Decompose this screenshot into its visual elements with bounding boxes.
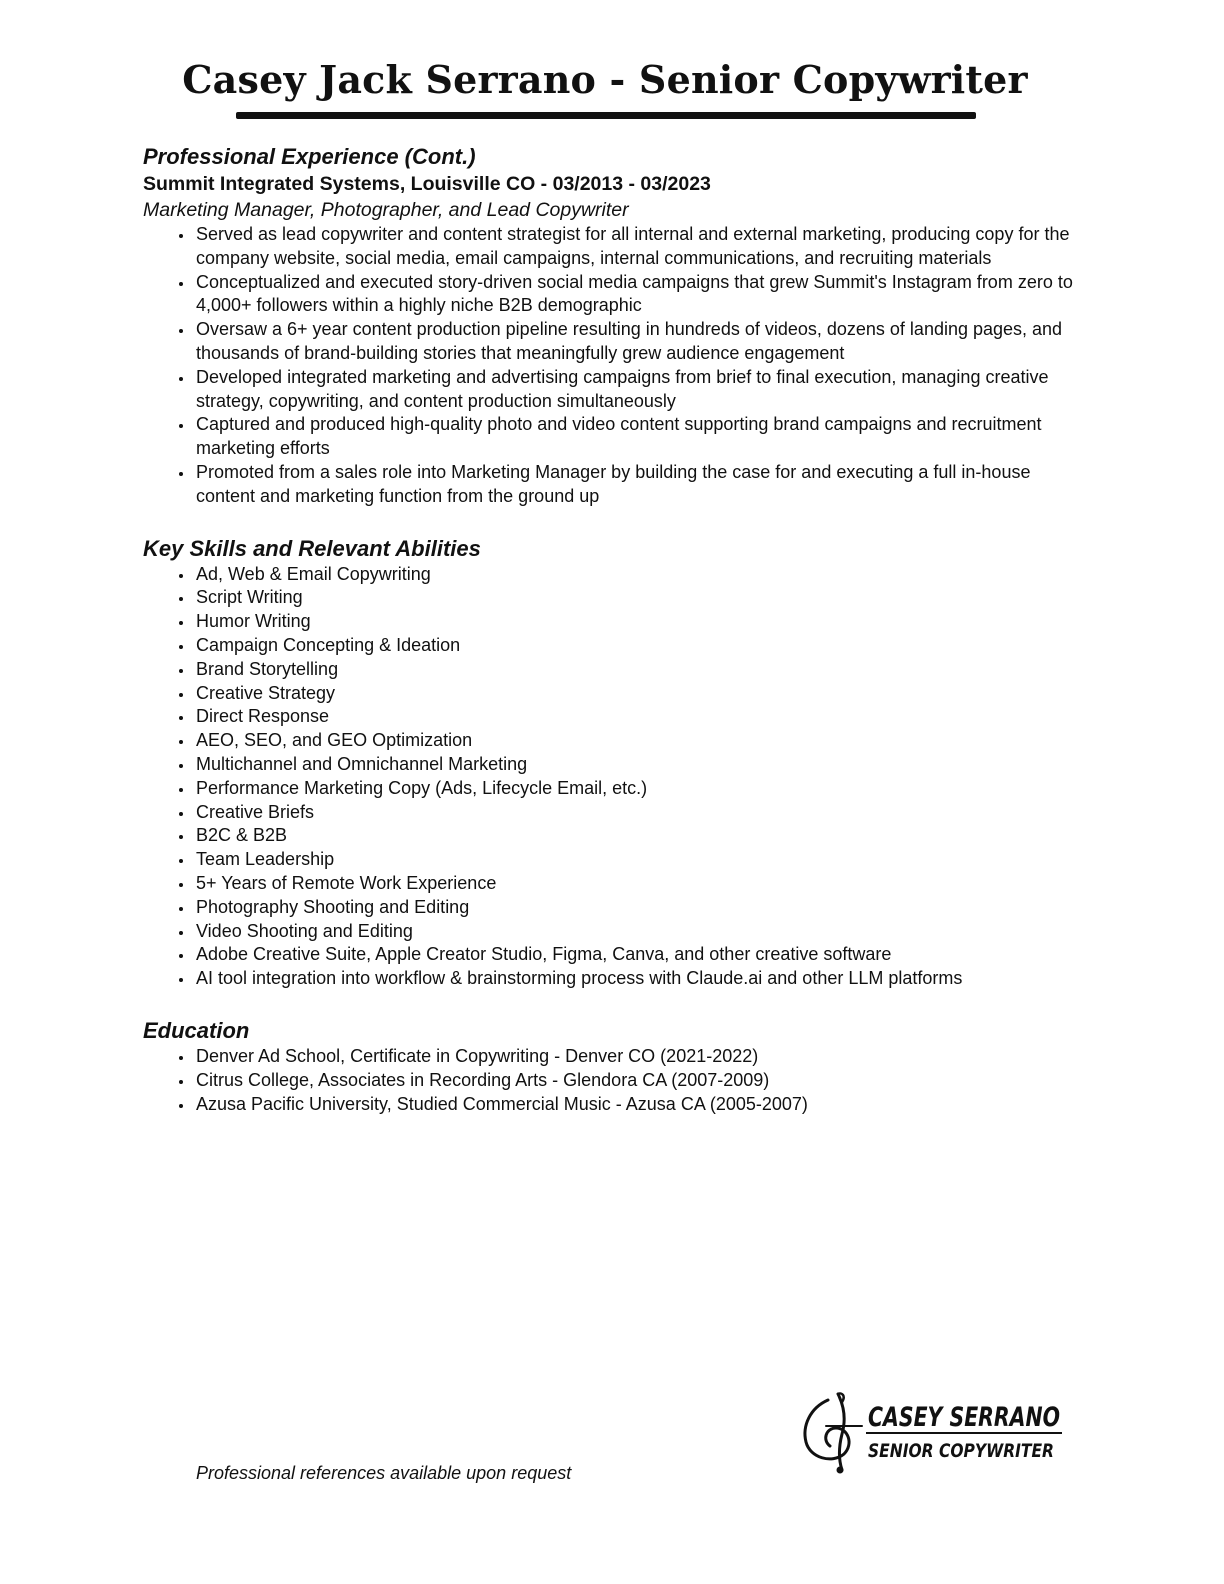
bullet-icon (179, 1056, 183, 1060)
bullet-icon (179, 978, 183, 982)
list-item-text: Developed integrated marketing and advertising campaigns from brief to final execution, managing creative strategy, copywriting, and content production simultaneously (196, 366, 1049, 411)
list-item (196, 967, 1083, 991)
list-item-text: B2C & B2B (196, 825, 288, 846)
list-item-text: 5+ Years of Remote Work Experience (196, 872, 497, 893)
bullet-icon (179, 1080, 183, 1084)
bullet-icon (179, 693, 183, 697)
list-item (196, 729, 1083, 753)
signature-logo (798, 1386, 1070, 1476)
bullet-icon (179, 812, 183, 816)
list-item (196, 366, 1083, 414)
education-heading: Education (143, 1017, 250, 1043)
title-underline (236, 112, 976, 119)
list-item (196, 824, 1083, 848)
bullet-icon (179, 883, 183, 887)
list-item (196, 705, 1083, 729)
list-item-text: Promoted from a sales role into Marketing Manager by building the case for and executing a full in-house content and marketing function from the ground up (196, 461, 1031, 506)
list-item-text: Multichannel and Omnichannel Marketing (196, 753, 528, 774)
list-item (196, 318, 1083, 366)
bullet-icon (179, 472, 183, 476)
experience-bullets (143, 223, 1083, 509)
list-item-text: Campaign Concepting & Ideation (196, 634, 461, 655)
section-spacer (143, 509, 1083, 535)
bullet-icon (179, 907, 183, 911)
bullet-icon (179, 788, 183, 792)
bullet-icon (179, 329, 183, 333)
experience-heading: Professional Experience (Cont.) (143, 144, 476, 169)
bullet-icon (179, 424, 183, 428)
bullet-icon (179, 931, 183, 935)
bullet-icon (179, 764, 183, 768)
list-item (196, 753, 1083, 777)
job-employer: Summit Integrated Systems, Louisville CO - 03/2013 - 03/2023 (143, 173, 711, 195)
list-item (196, 920, 1083, 944)
page-title: Casey Jack Serrano - Senior Copywriter (182, 57, 1028, 102)
list-item-text: Creative Briefs (196, 801, 315, 822)
job-role: Marketing Manager, Photographer, and Lead Copywriter (143, 199, 629, 221)
list-item (196, 586, 1083, 610)
bullet-icon (179, 621, 183, 625)
bullet-icon (179, 740, 183, 744)
list-item (196, 848, 1083, 872)
bullet-icon (179, 645, 183, 649)
list-item-text: Captured and produced high-quality photo and video content supporting brand campaigns and recruitment marketing efforts (196, 414, 1042, 459)
list-item-text: Adobe Creative Suite, Apple Creator Studio, Figma, Canva, and other creative software (196, 944, 892, 965)
list-item-text: Direct Response (196, 706, 330, 727)
list-item (196, 896, 1083, 920)
logo-title: SENIOR COPYWRITER (868, 1440, 1054, 1462)
list-item (196, 461, 1083, 509)
list-item (196, 1069, 1083, 1093)
list-item-text: Brand Storytelling (196, 658, 339, 679)
list-item (196, 1045, 1083, 1069)
references-note: Professional references available upon request (196, 1463, 572, 1483)
list-item (196, 610, 1083, 634)
list-item-text: AI tool integration into workflow & brainstorming process with Claude.ai and other LLM platforms (196, 968, 963, 989)
list-item-text: Citrus College, Associates in Recording Arts - Glendora CA (2007-2009) (196, 1069, 770, 1090)
list-item-text: Denver Ad School, Certificate in Copywriting - Denver CO (2021-2022) (196, 1045, 759, 1066)
list-item (196, 872, 1083, 896)
list-item-text: Conceptualized and executed story-driven social media campaigns that grew Summit's Instagram from zero to 4,000+ followers within a highly niche B2B demographic (196, 271, 1073, 316)
list-item (196, 801, 1083, 825)
list-item-text: Humor Writing (196, 611, 311, 632)
treble-clef-icon (805, 1393, 862, 1473)
list-item-text: Served as lead copywriter and content strategist for all internal and external marketing, producing copy for the company website, social media, email campaigns, internal communications, and recruiting materials (196, 224, 1070, 268)
list-item-text: Script Writing (196, 587, 303, 608)
list-item-text: Oversaw a 6+ year content production pipeline resulting in hundreds of videos, dozens of landing pages, and thousands of brand-building stories that meaningfully grew audience engagement (196, 319, 1063, 363)
bullet-icon (179, 1104, 183, 1108)
bullet-icon (179, 859, 183, 863)
bullet-icon (179, 835, 183, 839)
list-item-text: Azusa Pacific University, Studied Commercial Music - Azusa CA (2005-2007) (196, 1093, 808, 1114)
list-item (196, 563, 1083, 587)
section-spacer (143, 991, 1083, 1017)
list-item-text: Photography Shooting and Editing (196, 896, 470, 917)
list-item-text: Video Shooting and Editing (196, 920, 413, 941)
list-item (196, 223, 1083, 271)
bullet-icon (179, 574, 183, 578)
list-item (196, 943, 1083, 967)
bullet-icon (179, 597, 183, 601)
list-item (196, 634, 1083, 658)
bullet-icon (179, 716, 183, 720)
list-item (196, 271, 1083, 319)
list-item (196, 682, 1083, 706)
bullet-icon (179, 954, 183, 958)
bullet-icon (179, 377, 183, 381)
logo-name: CASEY SERRANO (868, 1402, 1060, 1433)
education-list (143, 1045, 1083, 1116)
skills-heading: Key Skills and Relevant Abilities (143, 535, 481, 561)
list-item (196, 777, 1083, 801)
bullet-icon (179, 282, 183, 286)
list-item (196, 1093, 1083, 1117)
bullet-icon (179, 669, 183, 673)
list-item-text: Creative Strategy (196, 682, 336, 703)
resume-body (143, 143, 1083, 1116)
skills-list (143, 563, 1083, 991)
list-item (196, 658, 1083, 682)
list-item-text: Performance Marketing Copy (Ads, Lifecycle Email, etc.) (196, 777, 648, 798)
list-item (196, 413, 1083, 461)
list-item-text: Team Leadership (196, 849, 335, 870)
list-item-text: Ad, Web & Email Copywriting (196, 563, 431, 584)
bullet-icon (179, 234, 183, 238)
list-item-text: AEO, SEO, and GEO Optimization (196, 730, 473, 751)
